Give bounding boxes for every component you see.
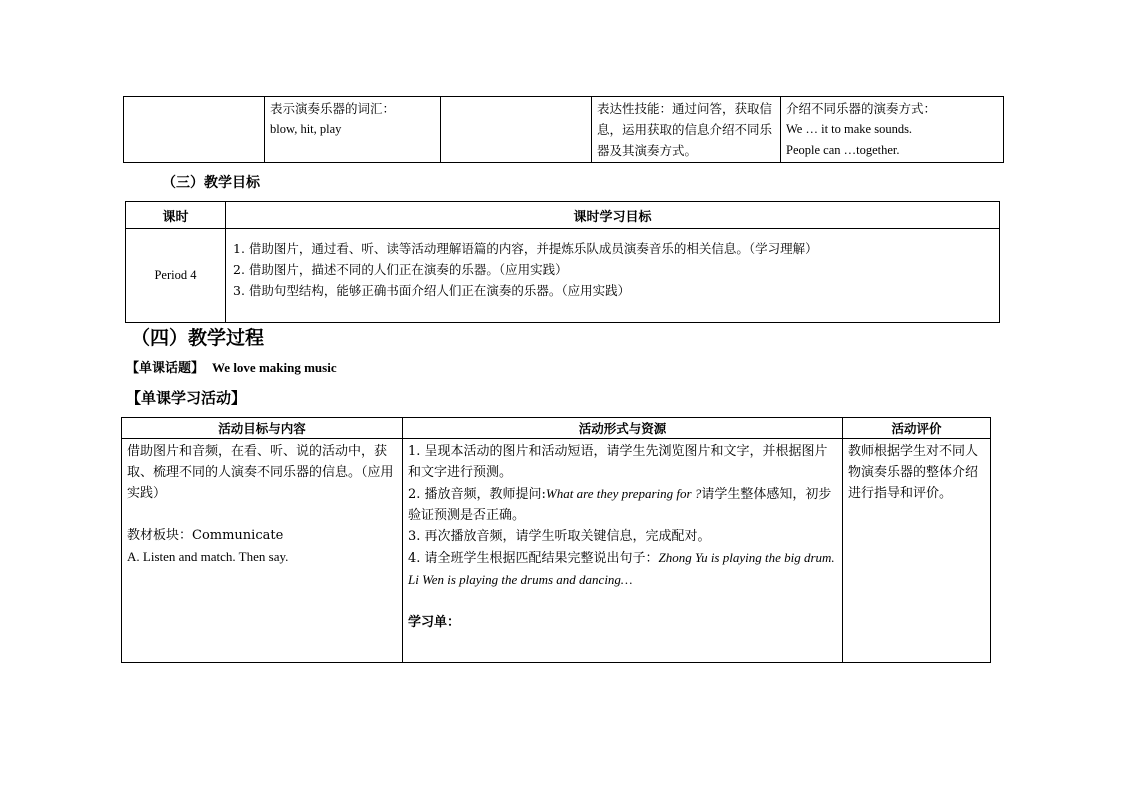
section-heading-goals: （三）教学目标 <box>162 175 260 191</box>
pattern-line-2: People can …together. <box>786 143 900 157</box>
step-4: 4. 请全班学生根据匹配结果完整说出句子：Zhong Yu is playing the big drum. Li Wen is playing the drums and dancing… <box>408 550 835 587</box>
example-sentences: Zhong Yu is playing the big drum. Li Wen is playing the drums and dancing… <box>408 550 835 587</box>
teacher-question: What are they preparing for ? <box>545 486 702 501</box>
skill-cell <box>592 97 781 163</box>
topic-label: 【单课话题】 <box>126 361 205 376</box>
evaluation-text: 教师根据学生对不同人物演奏乐器的整体介绍进行指导和评价。 <box>848 444 979 501</box>
vocabulary-title: 表示演奏乐器的词汇： <box>270 101 396 116</box>
section-heading-process: （四）教学过程 <box>131 327 265 349</box>
header-evaluation: 活动评价 <box>843 418 991 439</box>
topic-value: We love making music <box>212 360 337 375</box>
lesson-topic <box>126 357 337 376</box>
goal-item: 1. 借助图片，通过看、听、读等活动理解语篇的内容，并提炼乐队成员演奏音乐的相关信息。（学习理解） <box>233 241 818 256</box>
header-period: 课时 <box>126 202 226 229</box>
evaluation-cell <box>843 439 991 663</box>
pattern-line-1: We … it to make sounds. <box>786 122 913 136</box>
goal-content-cell <box>122 439 403 663</box>
vocabulary-skills-table <box>123 96 1004 163</box>
goal-item: 2. 借助图片，描述不同的人们正在演奏的乐器。（应用实践） <box>233 262 568 277</box>
format-resources-cell <box>403 439 843 663</box>
skill-text: 表达性技能：通过问答，获取信息，运用获取的信息介绍不同乐器及其演奏方式。 <box>597 101 773 158</box>
header-goal-content: 活动目标与内容 <box>122 418 403 439</box>
material-task: A. Listen and match. Then say. <box>127 549 289 564</box>
material-label: 教材板块：Communicate <box>127 528 284 543</box>
header-goals: 课时学习目标 <box>226 202 1000 229</box>
sentence-pattern-cell <box>781 97 1004 163</box>
header-format-resources: 活动形式与资源 <box>403 418 843 439</box>
empty-cell <box>441 97 592 163</box>
step-2: 2. 播放音频，教师提问:What are they preparing for ?请学生整体感知，初步验证预测是否正确。 <box>408 486 832 523</box>
goal-item: 3. 借助句型结构，能够正确书面介绍人们正在演奏的乐器。（应用实践） <box>233 283 631 298</box>
worksheet-label: 学习单： <box>408 615 461 630</box>
activity-table <box>121 417 991 663</box>
vocabulary-cell <box>265 97 441 163</box>
activity-heading: 【单课学习活动】 <box>126 389 247 407</box>
activity-goal-text: 借助图片和音频，在看、听、说的活动中，获取、梳理不同的人演奏不同乐器的信息。（应用实践） <box>127 444 394 501</box>
vocabulary-words: blow, hit, play <box>270 122 342 136</box>
learning-goals-table <box>125 201 1000 323</box>
period-cell: Period 4 <box>126 229 226 323</box>
step-1: 1. 呈现本活动的图片和活动短语，请学生先浏览图片和文字，并根据图片和文字进行预测。 <box>408 444 828 480</box>
pattern-title: 介绍不同乐器的演奏方式： <box>786 101 937 116</box>
goals-cell <box>226 229 1000 323</box>
empty-cell <box>124 97 265 163</box>
step-3: 3. 再次播放音频，请学生听取关键信息，完成配对。 <box>408 529 711 544</box>
